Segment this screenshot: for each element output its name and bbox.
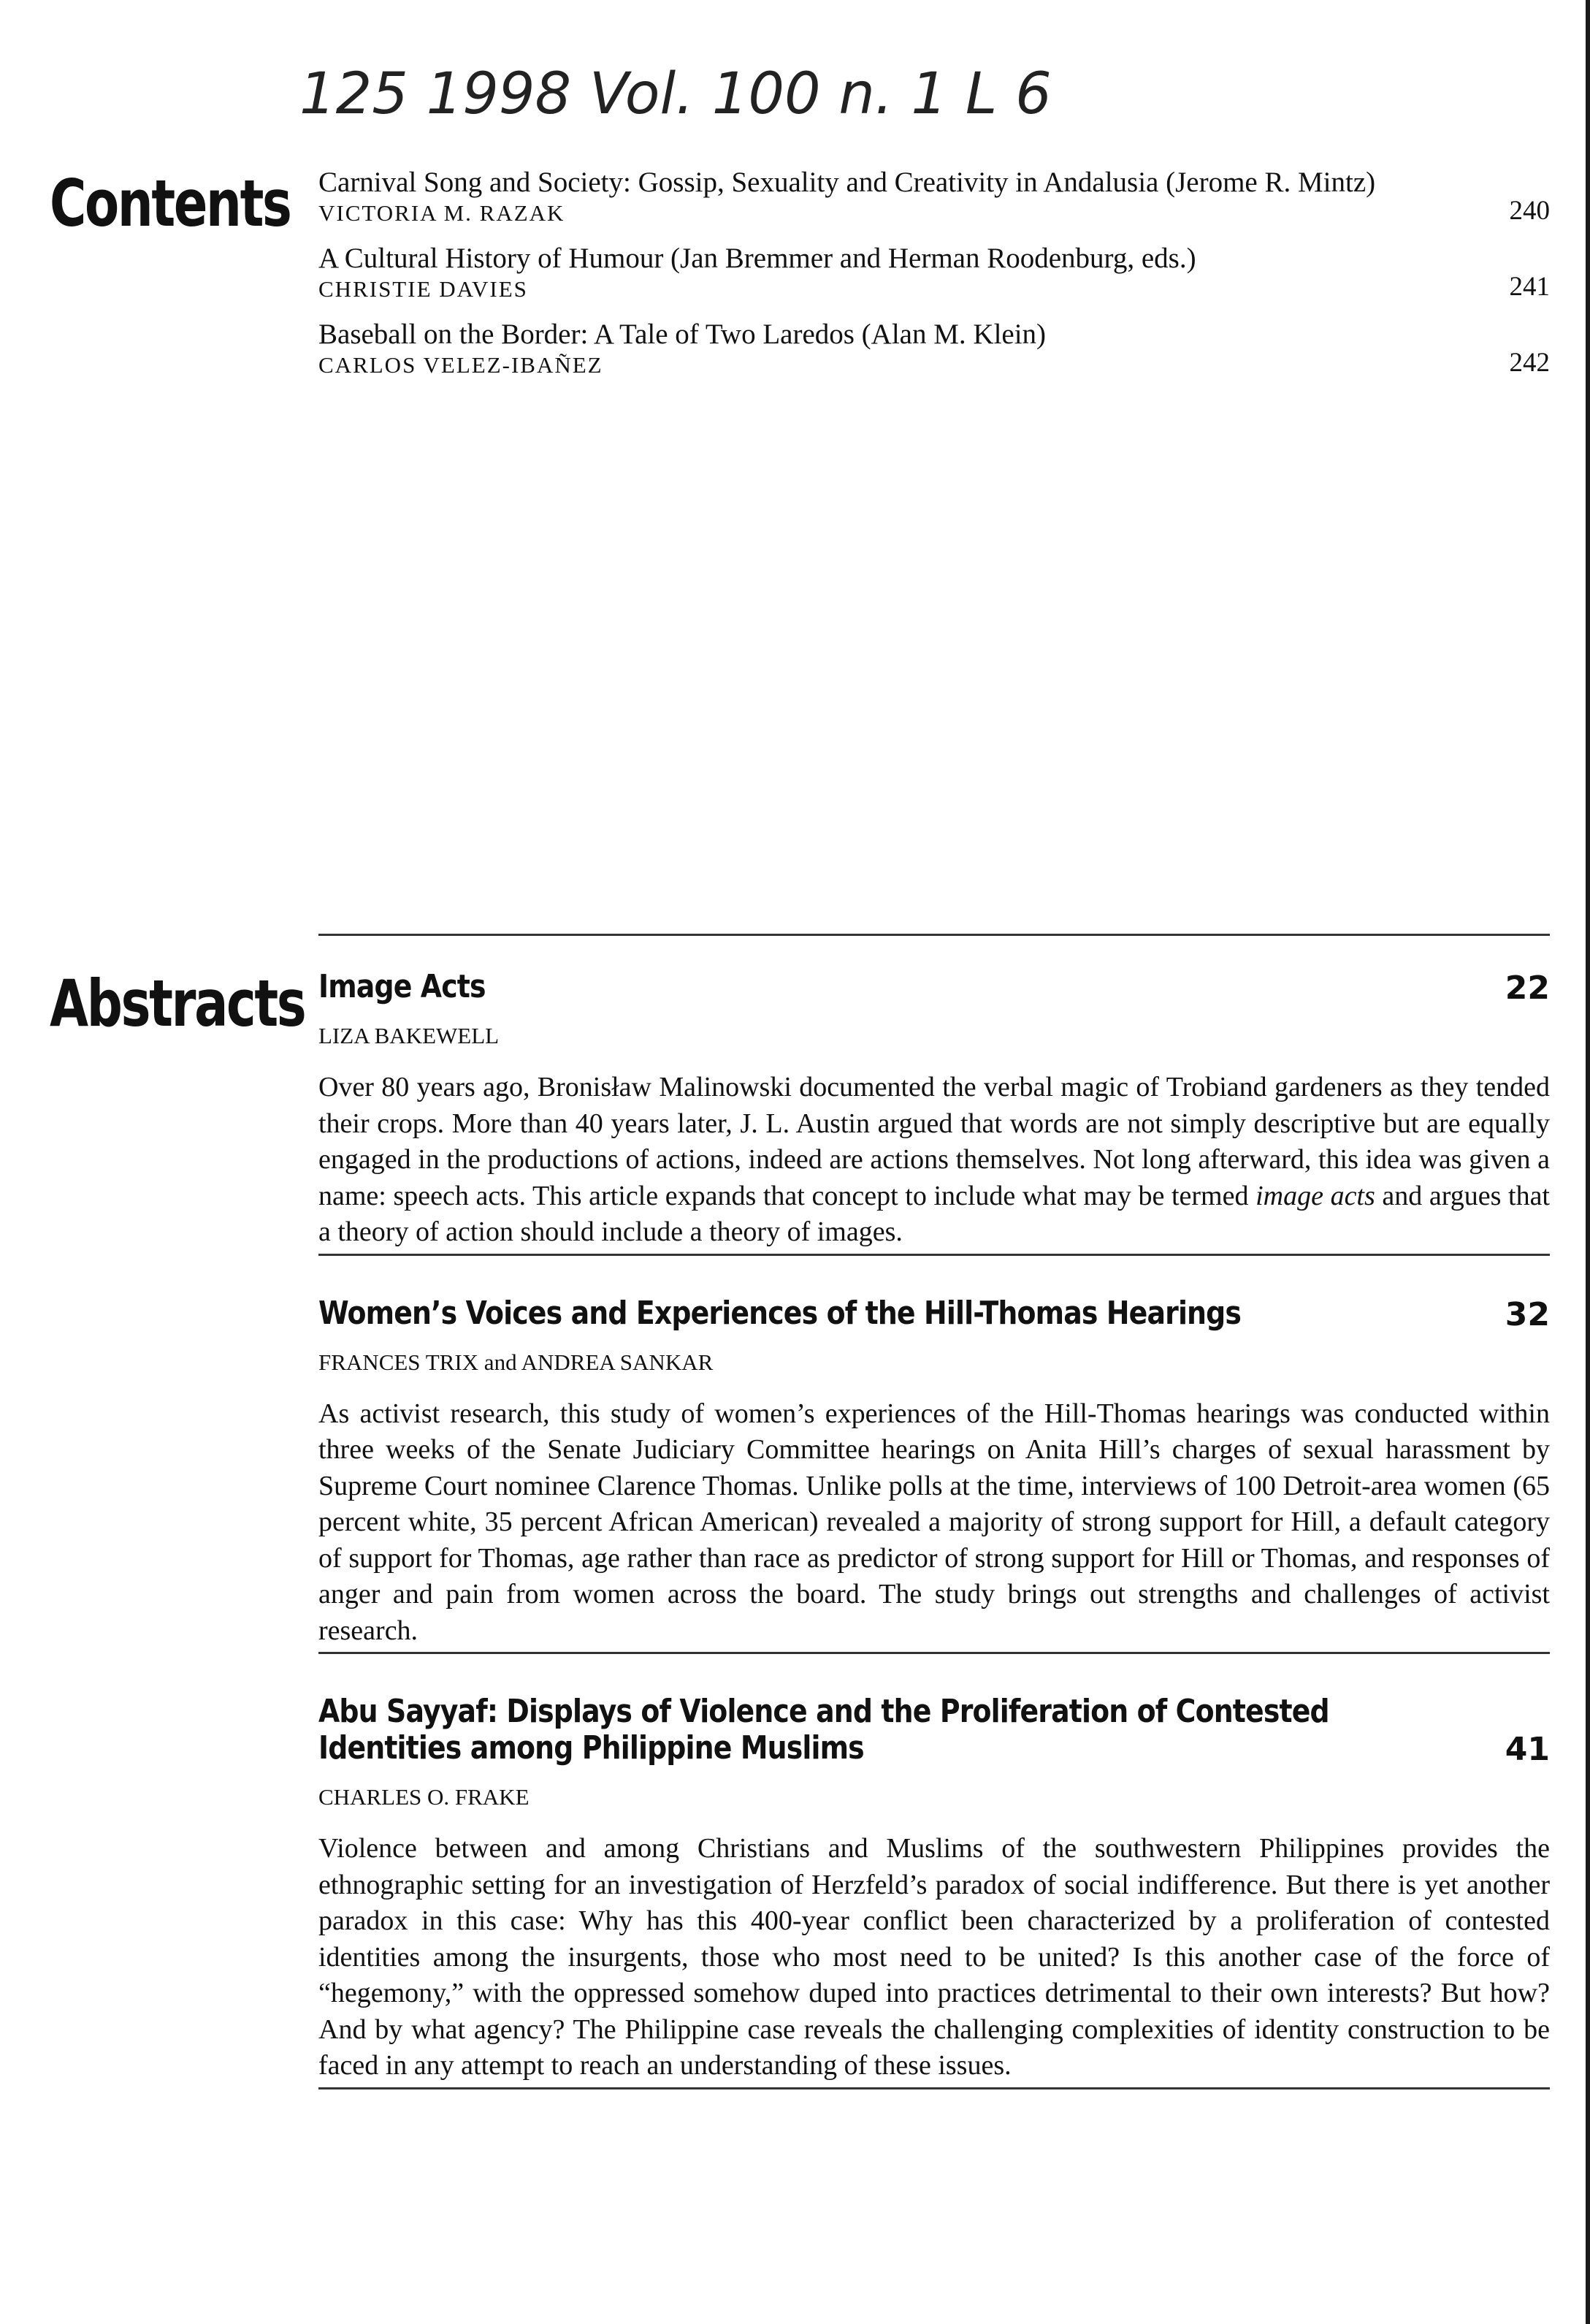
toc-entry [318, 243, 1550, 304]
handwritten-note [299, 51, 1307, 146]
toc-entry [318, 167, 1550, 228]
abstract-title-row [318, 1295, 1550, 1332]
abstract-item [318, 1295, 1550, 1655]
toc-author: VICTORIA M. RAZAK [318, 200, 565, 226]
abstract-title-row [318, 969, 1550, 1005]
section-divider [318, 934, 1550, 936]
contents-heading: Contents [50, 166, 291, 241]
abstract-body [318, 1396, 1550, 1655]
toc-title: Carnival Song and Society: Gossip, Sexuality and Creativity in Andalusia (Jerome R. Mintz) [318, 167, 1376, 198]
toc-entry [318, 319, 1550, 380]
abstract-title: Abu Sayyaf: Displays of Violence and the Proliferation of Contested Identities among Philippine Muslims [318, 1693, 1329, 1767]
scan-edge [1586, 0, 1590, 2324]
abstract-page-number: 41 [1505, 1731, 1550, 1768]
toc-title: A Cultural History of Humour (Jan Bremmer and Herman Roodenburg, eds.) [318, 243, 1196, 274]
toc-page-number: 242 [1509, 348, 1550, 378]
abstract-author: FRANCES TRIX and ANDREA SANKAR [318, 1349, 714, 1375]
toc-title: Baseball on the Border: A Tale of Two Laredos (Alan M. Klein) [318, 319, 1047, 350]
abstracts-list [318, 969, 1550, 2089]
handwritten-note-text: 125 1998 Vol. 100 n. 1 L 6 [299, 61, 1052, 127]
abstract-title: Image Acts [318, 968, 486, 1005]
abstract-text: As activist research, this study of women’s experiences of the Hill-Thomas hearings was conducted within three weeks of the Senate Judiciary Committee hearings on Anita Hill’s charges of sexual harassment by Supreme Court nominee Clarence Thomas. Unlike polls at the time, interviews of 100 Detroit-area women (65 percent white, 35 percent African American) revealed a majority of strong support for Hill, a default category of support for Thomas, age rather than race as predictor of strong support for Hill or Thomas, and responses of anger and pain from women across the board. The study brings out strengths and challenges of activist research. [318, 1398, 1550, 1646]
abstract-author: CHARLES O. FRAKE [318, 1784, 530, 1810]
toc-page-number: 240 [1509, 196, 1550, 226]
abstracts-heading: Abstracts [50, 966, 305, 1041]
abstract-author: LIZA BAKEWELL [318, 1023, 500, 1048]
abstract-emphasis: image acts [1255, 1180, 1375, 1211]
toc-author: CARLOS VELEZ-IBAÑEZ [318, 352, 603, 378]
contents-list [318, 167, 1550, 395]
abstract-title-row [318, 1694, 1550, 1767]
toc-author: CHRISTIE DAVIES [318, 276, 528, 302]
abstract-page-number: 32 [1505, 1295, 1550, 1333]
abstract-page-number: 22 [1505, 969, 1550, 1007]
abstract-text-continued: and argues that a theory of action should include a theory of images. [318, 1180, 1550, 1247]
abstract-body [318, 1070, 1550, 1256]
abstract-text: Violence between and among Christians and Muslims of the southwestern Philippines provides the ethnographic setting for an investigation of Herzfeld’s paradox of social indifference. But there is yet another paradox in this case: Why has this 400-year conflict been characterized by a proliferation of contested identities among the insurgents, those who most need to be united? Is this another case of the force of “hegemony,” with the oppressed somehow duped into practices detrimental to their own interests? But how? And by what agency? The Philippine case reveals the challenging complexities of identity construction to be faced in any attempt to reach an understanding of these issues. [318, 1833, 1550, 2081]
abstract-item [318, 969, 1550, 1256]
abstract-text: Over 80 years ago, Bronisław Malinowski documented the verbal magic of Trobiand gardeners as they tended their crops. More than 40 years later, J. L. Austin argued that words are not simply descriptive but are equally engaged in the productions of actions, indeed are actions themselves. Not long afterward, this idea was given a name: speech acts. This article expands that concept to include what may be termed [318, 1072, 1550, 1211]
abstract-item [318, 1694, 1550, 2089]
abstract-title: Women’s Voices and Experiences of the Hill-Thomas Hearings [318, 1294, 1242, 1332]
abstract-body [318, 1831, 1550, 2089]
toc-page-number: 241 [1509, 272, 1550, 302]
